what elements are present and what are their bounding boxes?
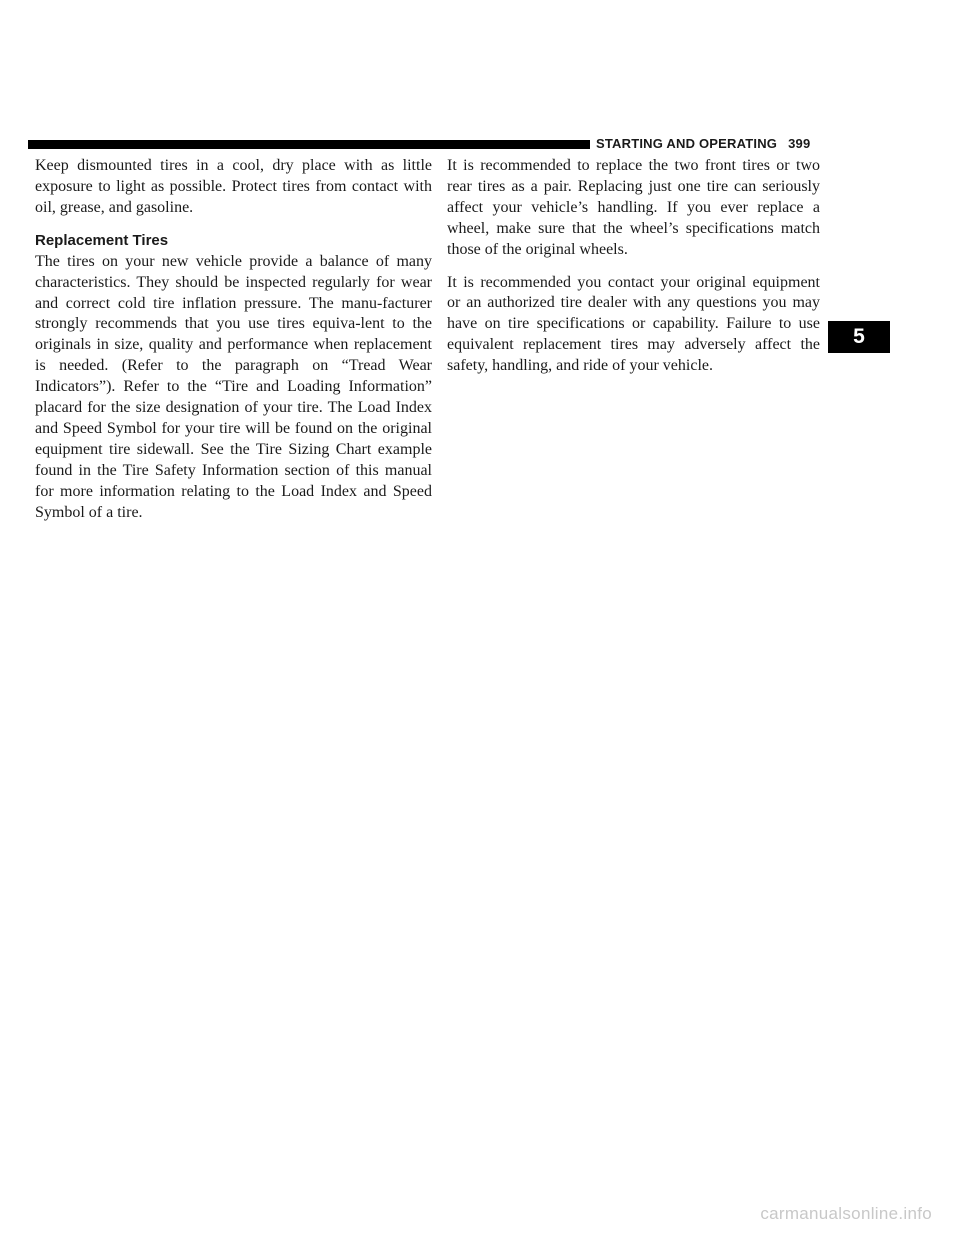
section-heading: Replacement Tires xyxy=(35,231,169,249)
paragraph-dealer: It is recommended you contact your original equipment or an authorized tire dealer with any questions you may have on tire specifications or capability. Failure to use equivalent replacement tires may adversely affect the safety, handling, and ride of your vehicle. xyxy=(447,273,820,375)
page-number: 399 xyxy=(788,136,811,151)
right-column xyxy=(447,156,820,389)
running-header xyxy=(596,136,810,151)
header-rule xyxy=(28,140,590,149)
paragraph-storage: Keep dismounted tires in a cool, dry place with as little exposure to light as possible. Protect tires from contact with oil, grease, and gasoline. xyxy=(35,157,432,216)
section-title: STARTING AND OPERATING xyxy=(596,136,778,151)
chapter-tab: 5 xyxy=(828,321,890,353)
paragraph-pairs: It is recommended to replace the two front tires or two rear tires as a pair. Replacing just one tire can seriously affect your vehicle’s handling. If you ever replace a wheel, make sure that the wheel’s specifications match those of the original wheels. xyxy=(447,157,820,258)
watermark: carmanualsonline.info xyxy=(760,1204,932,1223)
paragraph-replacement: The tires on your new vehicle provide a balance of many characteristics. They should be inspected regularly for wear and correct cold tire inflation pressure. The manu-facturer strongly recommends that you use tires equiva-lent to the originals in size, quality and performance when replacement is needed. (Refer to the paragraph on “Tread Wear Indicators”). Refer to the “Tire and Loading Information” placard for the size designation of your tire. The Load Index and Speed Symbol for your tire will be found on the original equipment tire sidewall. See the Tire Sizing Chart example found in the Tire Safety Information section of this manual for more information relating to the Load Index and Speed Symbol of a tire. xyxy=(35,252,432,521)
left-column xyxy=(35,156,432,536)
